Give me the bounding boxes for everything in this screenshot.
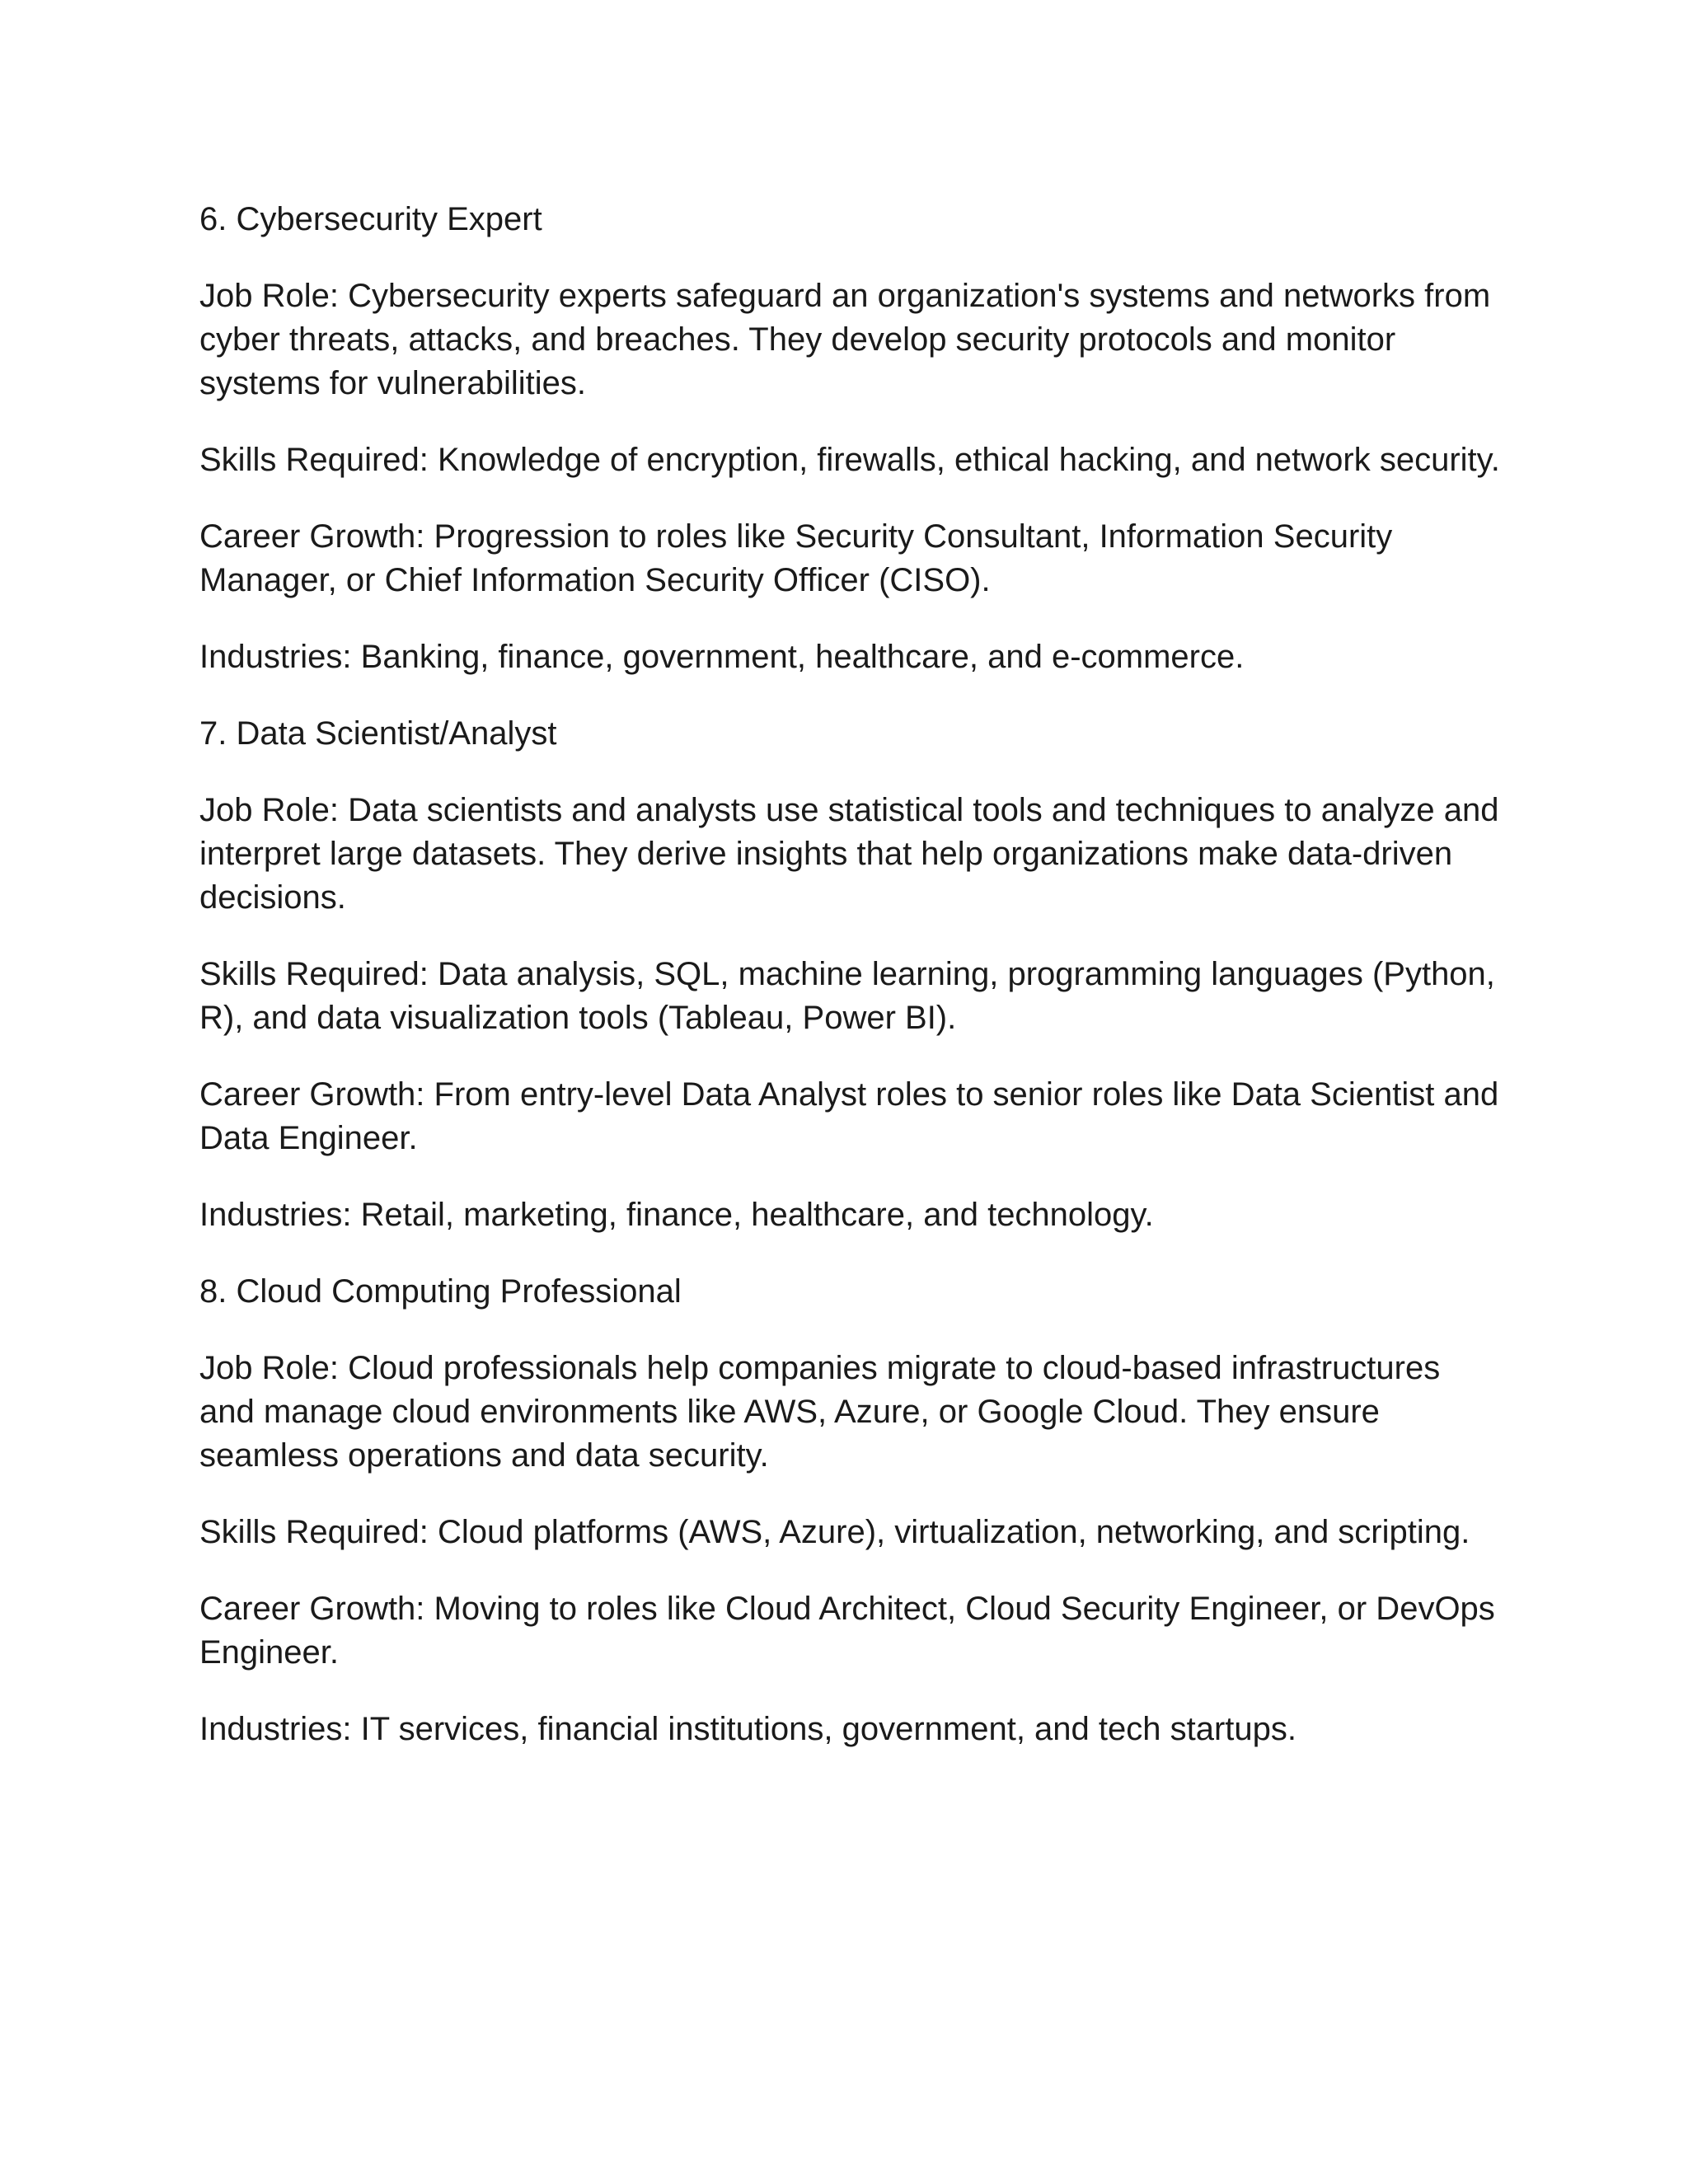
skills-paragraph: Skills Required: Cloud platforms (AWS, Azure), virtualization, networking, and scripting. <box>199 1514 1470 1550</box>
section-heading: 7. Data Scientist/Analyst <box>199 715 557 752</box>
job-role-paragraph: Job Role: Cloud professionals help companies migrate to cloud-based infrastructures and manage cloud environments like AWS, Azure, or Google Cloud. They ensure seamless operations and data security. <box>199 1350 1441 1474</box>
job-role-paragraph: Job Role: Cybersecurity experts safeguard an organization's systems and networks from cyber threats, attacks, and breaches. They develop security protocols and monitor systems for vulnerabilities. <box>199 278 1491 401</box>
career-growth-paragraph: Career Growth: Moving to roles like Cloud Architect, Cloud Security Engineer, or DevOps Engineer. <box>199 1591 1495 1671</box>
career-growth-paragraph: Career Growth: From entry-level Data Analyst roles to senior roles like Data Scientist and Data Engineer. <box>199 1076 1499 1156</box>
industries-paragraph: Industries: IT services, financial institutions, government, and tech startups. <box>199 1711 1297 1747</box>
skills-paragraph: Skills Required: Knowledge of encryption, firewalls, ethical hacking, and network security. <box>199 442 1500 478</box>
job-role-paragraph: Job Role: Data scientists and analysts use statistical tools and techniques to analyze and interpret large datasets. They derive insights that help organizations make data-driven decisions. <box>199 792 1499 916</box>
industries-paragraph: Industries: Retail, marketing, finance, healthcare, and technology. <box>199 1197 1154 1233</box>
section-heading: 6. Cybersecurity Expert <box>199 201 542 237</box>
industries-paragraph: Industries: Banking, finance, government, healthcare, and e-commerce. <box>199 639 1245 675</box>
skills-paragraph: Skills Required: Data analysis, SQL, machine learning, programming languages (Python, R), and data visualization tools (Tableau, Power BI). <box>199 956 1495 1036</box>
section-heading: 8. Cloud Computing Professional <box>199 1273 682 1310</box>
document-body <box>199 198 1502 1784</box>
career-growth-paragraph: Career Growth: Progression to roles like Security Consultant, Information Security Manager, or Chief Information Security Officer (CISO). <box>199 518 1393 598</box>
